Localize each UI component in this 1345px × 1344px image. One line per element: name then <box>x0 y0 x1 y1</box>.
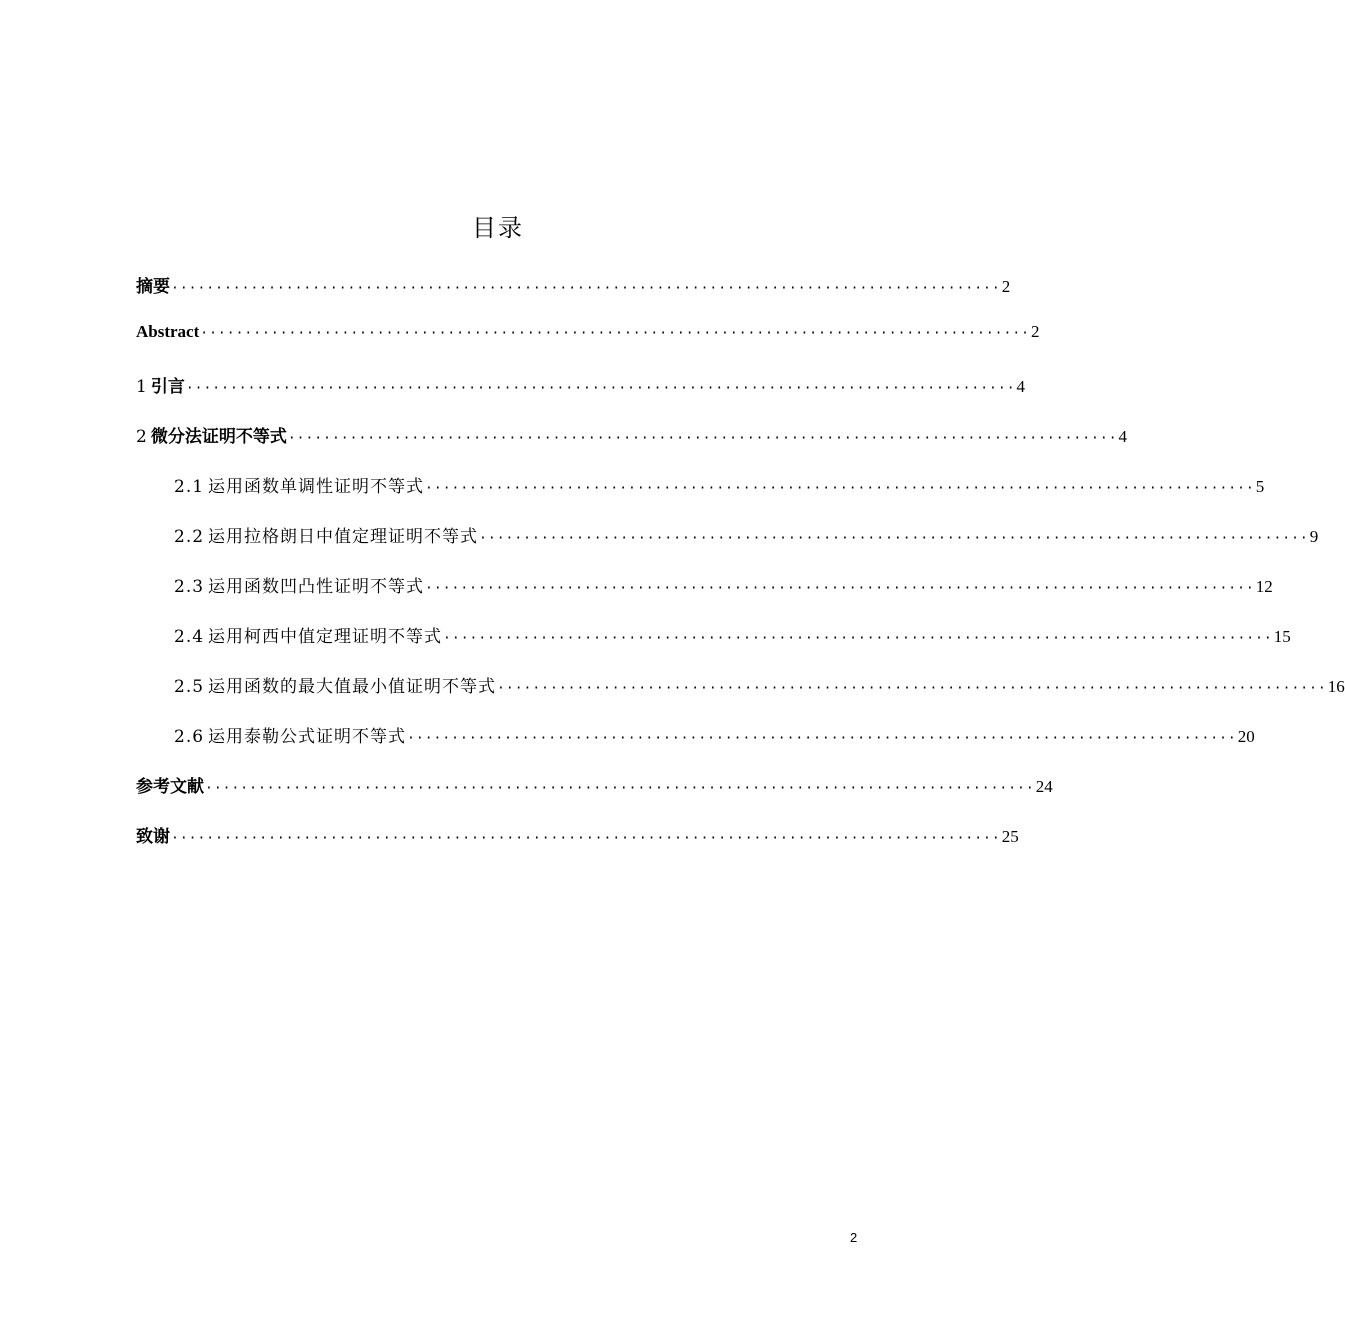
toc-leader-dots: ······························································································ <box>407 731 1237 746</box>
toc-entry-page: 15 <box>1273 627 1291 646</box>
toc-entry-label: 摘要 <box>136 277 170 297</box>
toc-leader-dots: ······························································································ <box>425 481 1255 496</box>
toc-entry-acknowledgements[interactable] <box>136 822 1019 852</box>
toc-entry-2-2[interactable] <box>174 522 1319 552</box>
page-number: 2 <box>850 1230 858 1245</box>
toc-leader-dots: ······························································································ <box>287 431 1118 446</box>
toc-entry-label: 运用函数单调性证明不等式 <box>208 477 425 497</box>
toc-entry-2-3[interactable] <box>174 572 1273 602</box>
toc-entry-label: Abstract <box>136 322 200 341</box>
toc-entry-page: 4 <box>1118 427 1128 446</box>
toc-entry-label: 微分法证明不等式 <box>150 427 287 447</box>
toc-leader-dots: ······························································································ <box>497 681 1327 696</box>
toc-entry-label: 致谢 <box>136 827 170 847</box>
toc-entry-label: 引言 <box>150 377 185 397</box>
toc-entry-number: 2.2 <box>174 527 205 547</box>
toc-entry-page: 16 <box>1327 677 1345 696</box>
toc-entry-page: 5 <box>1255 477 1265 496</box>
toc-entry-label: 运用泰勒公式证明不等式 <box>208 727 407 747</box>
toc-entry-page: 20 <box>1237 727 1255 746</box>
page-title: 目录 <box>472 214 524 242</box>
toc-entry-page: 9 <box>1309 527 1319 546</box>
toc-entry-chapter-2[interactable] <box>136 422 1128 452</box>
toc-leader-dots: ······························································································ <box>200 326 1030 341</box>
toc-entry-number: 2.6 <box>174 727 205 747</box>
toc-entry-number: 2.1 <box>174 477 205 497</box>
toc-leader-dots: ······························································································ <box>205 781 1035 796</box>
toc-entry-abstract-cn[interactable] <box>136 272 1011 302</box>
toc-entry-page: 25 <box>1001 827 1019 846</box>
toc-entry-label: 运用函数的最大值最小值证明不等式 <box>208 677 497 697</box>
toc-entry-label: 运用柯西中值定理证明不等式 <box>208 627 443 647</box>
toc-entry-number: 2.5 <box>174 677 205 697</box>
toc-entry-references[interactable] <box>136 772 1053 802</box>
toc-entry-page: 2 <box>1001 277 1011 296</box>
toc-entry-label: 运用函数凹凸性证明不等式 <box>208 577 425 597</box>
toc-entry-page: 4 <box>1016 377 1026 396</box>
toc-entry-page: 2 <box>1030 322 1040 341</box>
toc-entry-2-1[interactable] <box>174 472 1265 502</box>
toc-leader-dots: ······························································································ <box>185 381 1016 396</box>
toc-leader-dots: ······························································································ <box>171 831 1001 846</box>
toc-entry-page: 12 <box>1255 577 1273 596</box>
toc-entry-number: 2.4 <box>174 627 205 647</box>
toc-entry-2-4[interactable] <box>174 622 1291 652</box>
toc-entry-label: 运用拉格朗日中值定理证明不等式 <box>208 527 479 547</box>
toc-leader-dots: ······························································································ <box>425 581 1255 596</box>
toc-entry-number: 2 <box>136 427 147 447</box>
toc-entry-introduction[interactable] <box>136 372 1026 402</box>
toc-entry-2-5[interactable] <box>174 672 1345 702</box>
toc-leader-dots: ······························································································ <box>479 531 1309 546</box>
toc-leader-dots: ······························································································ <box>443 631 1273 646</box>
toc-entry-label: 参考文献 <box>136 777 204 797</box>
toc-entry-number: 1 <box>136 377 147 397</box>
toc-entry-abstract-en[interactable] <box>136 322 1040 352</box>
toc-entry-page: 24 <box>1035 777 1053 796</box>
toc-entry-2-6[interactable] <box>174 722 1255 752</box>
toc-entry-number: 2.3 <box>174 577 205 597</box>
toc-leader-dots: ······························································································ <box>171 281 1001 296</box>
